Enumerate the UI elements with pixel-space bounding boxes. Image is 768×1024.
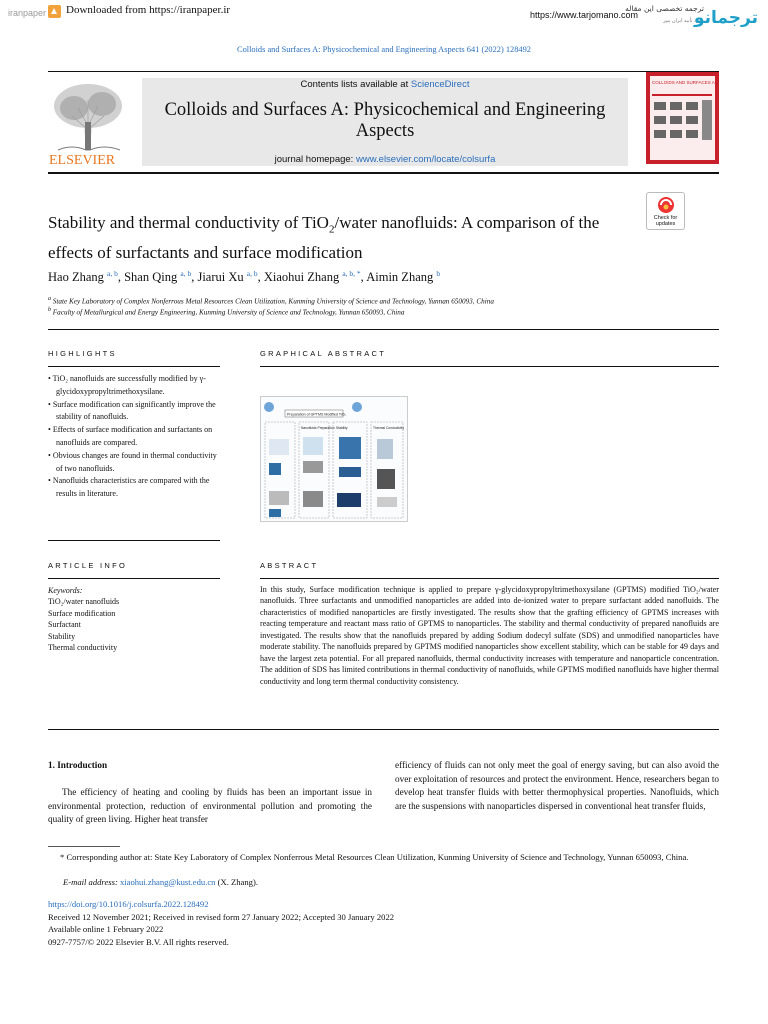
article-info-heading: ARTICLE INFO xyxy=(48,561,128,570)
available-online: Available online 1 February 2022 xyxy=(48,924,164,934)
svg-text:ترجمه تخصصی این مقاله: ترجمه تخصصی این مقاله xyxy=(625,4,704,13)
highlight-item: • Nanofluids characteristics are compared with the results in literature. xyxy=(48,476,210,499)
svg-text:Stability: Stability xyxy=(336,426,348,430)
introduction-column-2: efficiency of fluids can not only meet the goal of energy saving, but can also avoid the over exploitation of resources and protect the environment. Hence, researchers began to develop heat transfer fluids with better thermophysical properties. Nanofluids, which are the suspensions with nanoparticles dispersed in conventional heat transfer fluids, xyxy=(395,760,719,811)
abstract-text: In this study, Surface modification technique is applied to prepare γ-glycidoxypropyltrimethoxysilane (GPTMS) modified TiO₂/water nanofluids. Three surfactants and unmodified nanoparticles are added into de-ionized water to prepare surfactant added nanofluids. The characteristics of modified nanoparticles are firstly investigated. The results show that the grafting efficiency of GPTMS increases with reacting temperature and reactant mass ratio of GPTMS to nanoparticles. The stability and thermal conductivity of prepared nanofluids are investigated. The results show that the nanofluids prepared by adding Sodium dodecyl sulfate (SDS) and unmodified nanoparticles have moderate stability. The nanofluids prepared by GPTMS modified nanoparticles show excellent stability, which can be stable for 49 days and have the largest zeta potential. For all prepared nanofluids, thermal conductivity increases with temperature and nanoparticle concentration. The addition of SDS has limited contributions in thermal conductivity of nanofluids, while GPTMS modified nanofluids have higher thermal conductivity and long term thermal conductivity consistency. xyxy=(260,585,719,686)
highlights-heading: HIGHLIGHTS xyxy=(48,349,117,358)
paper-title: Stability and thermal conductivity of TiO$_2$/water nanofluids: A comparison of the effects of surfactants and surface modification xyxy=(48,213,600,263)
journal-homepage-link[interactable]: www.elsevier.com/locate/colsurfa xyxy=(355,154,496,165)
header-rule-top xyxy=(48,71,719,72)
author[interactable]: Shan Qing $^{a, b}$ xyxy=(124,269,192,285)
introduction-heading: 1. Introduction xyxy=(48,760,108,770)
keyword[interactable]: Surfactant xyxy=(48,620,81,630)
graphical-abstract-rule xyxy=(260,366,719,367)
email-line: E-mail address: xiaohui.zhang@kust.edu.cn (X. Zhang). xyxy=(63,877,258,887)
email-link[interactable]: xiaohui.zhang@kust.edu.cn xyxy=(119,877,216,887)
svg-text:Thermal Conductivity: Thermal Conductivity xyxy=(373,426,404,430)
highlight-item: • Effects of surface modification and surfactants on nanofluids are compared. xyxy=(48,425,213,447)
highlight-item: • Obvious changes are found in thermal conductivity of two nanofluids. xyxy=(48,450,217,473)
highlights-bottom-rule xyxy=(48,540,220,541)
author[interactable]: Jiarui Xu $^{a, b}$ xyxy=(197,269,258,285)
keyword[interactable]: Surface modification xyxy=(48,608,116,618)
graphical-abstract-image[interactable] xyxy=(260,396,408,522)
svg-text:ترجمانو: ترجمانو xyxy=(693,8,758,28)
check-updates-icon xyxy=(657,196,675,214)
graphical-abstract-figure xyxy=(261,397,407,521)
highlight-item: • Surface modification can significantly improve the stability of nanofluids. xyxy=(48,399,216,422)
highlights-rule xyxy=(48,366,220,367)
section-rule xyxy=(48,329,719,330)
article-info-rule xyxy=(48,578,220,579)
footnote-rule xyxy=(48,846,120,847)
downloaded-from-text[interactable]: Downloaded from https://iranpaper.ir xyxy=(66,4,231,16)
introduction-column-1: The efficiency of heating and cooling by fluids has been an important issue in environmental protection, reduction of environmental pollution and promoting the quality of green living. Higher heat transfer xyxy=(48,787,372,825)
received-dates: Received 12 November 2021; Received in revised form 27 January 2022; Accepted 30 January 2022 xyxy=(48,912,395,922)
tarjomano-logo[interactable] xyxy=(625,2,760,28)
affiliation: $^a$ State Key Laboratory of Complex Nonferrous Metal Resources Clean Utilization, Kunming University of Science and Technology, Yunnan 650093, China xyxy=(48,296,494,306)
highlight-item: • TiO₂ nanofluids are successfully modified by γ-glycidoxypropyltrimethoxysilane. xyxy=(48,374,206,396)
tarjomano-url[interactable]: https://www.tarjomano.com xyxy=(530,10,639,20)
abstract-heading: ABSTRACT xyxy=(260,561,319,570)
svg-text:ELSEVIER: ELSEVIER xyxy=(49,153,116,168)
keyword[interactable]: Thermal conductivity xyxy=(48,643,118,653)
svg-text:مورد تأیید ایران پیپر: مورد تأیید ایران پیپر xyxy=(663,18,704,24)
graphical-abstract-heading: GRAPHICAL ABSTRACT xyxy=(260,349,387,358)
author[interactable]: Hao Zhang $^{a, b}$ xyxy=(48,269,118,285)
doi-link[interactable]: https://doi.org/10.1016/j.colsurfa.2022.128492 xyxy=(48,899,209,909)
author[interactable]: Xiaohui Zhang $^{a, b, *}$ xyxy=(263,269,361,285)
svg-text:COLLOIDS AND SURFACES A: COLLOIDS AND SURFACES A xyxy=(652,80,715,85)
abstract-rule xyxy=(260,578,719,579)
svg-text:Nanofluids Preparation: Nanofluids Preparation xyxy=(301,426,335,430)
abstract-bottom-rule xyxy=(48,729,719,730)
corresponding-author-note: * Corresponding author at: State Key Laboratory of Complex Nonferrous Metal Resources Clean Utilization, Kunming University of Science and Technology, Yunnan 650093, China. xyxy=(60,852,689,862)
journal-title: Colloids and Surfaces A: Physicochemical and Engineering Aspects xyxy=(164,100,606,141)
keywords-block: Keywords: TiO₂/water nanofluids Surface modification Surfactant Stability Thermal conductivity xyxy=(48,586,120,653)
svg-text:Preparation of GPTMS Modified: Preparation of GPTMS Modified TiO₂ xyxy=(287,412,346,417)
sciencedirect-link[interactable]: ScienceDirect xyxy=(410,79,470,90)
running-head[interactable]: Colloids and Surfaces A: Physicochemical and Engineering Aspects 641 (2022) 128492 xyxy=(236,45,531,54)
keyword[interactable]: TiO₂/water nanofluids xyxy=(48,597,120,607)
check-for-updates-button[interactable]: Check for updates xyxy=(646,192,685,230)
iranpaper-logo[interactable] xyxy=(8,4,62,20)
keyword[interactable]: Stability xyxy=(48,631,76,641)
author[interactable]: Aimin Zhang $^b$ xyxy=(366,269,441,285)
affiliation: $^b$ Faculty of Metallurgical and Energy Engineering, Kunming University of Science and Technology, Yunnan 650093, China xyxy=(48,307,405,317)
svg-text:iranpaper: iranpaper xyxy=(8,8,47,18)
elsevier-tree-logo xyxy=(48,78,128,170)
copyright: 0927-7757/© 2022 Elsevier B.V. All rights reserved. xyxy=(48,937,229,947)
journal-homepage: journal homepage: www.elsevier.com/locate/colsurfa xyxy=(274,154,496,165)
header-rule-bottom xyxy=(48,172,719,174)
author-list: Hao Zhang $^{a, b}$, Shan Qing $^{a, b}$, Jiarui Xu $^{a, b}$, Xiaohui Zhang $^{a, b, *}$, Aimin Zhang $^b$ xyxy=(48,269,441,285)
highlights-list xyxy=(48,373,220,501)
journal-cover-image[interactable] xyxy=(646,72,719,164)
contents-line: Contents lists available at ScienceDirect xyxy=(300,79,470,90)
